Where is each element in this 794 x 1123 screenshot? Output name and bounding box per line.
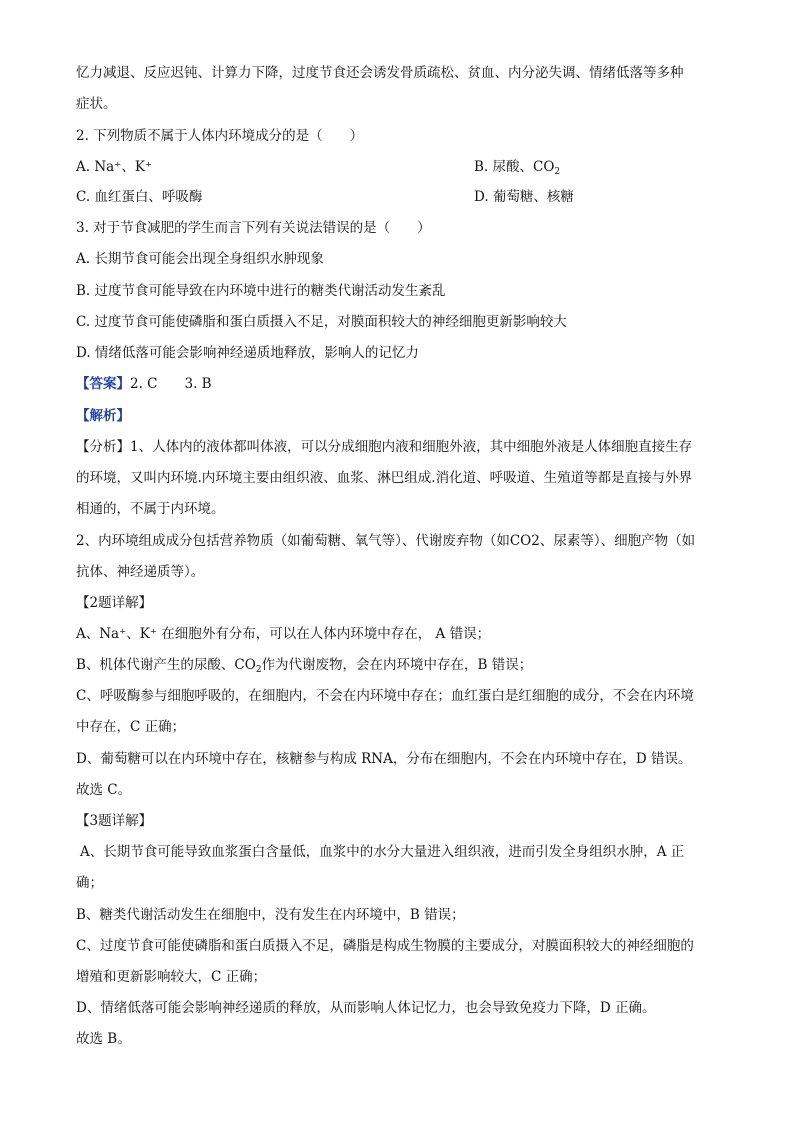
question-3-option-b: B. 过度节食可能导致在内环境中进行的糖类代谢活动发生紊乱 [76, 283, 446, 299]
answer-label: 【答案】 [76, 376, 130, 392]
question-2-option-d: D. 葡萄糖、核糖 [474, 189, 574, 205]
detail-2-a: A、Na⁺、K⁺ 在细胞外有分布，可以在人体内环境中存在， A 错误； [76, 626, 491, 642]
question-2-option-c: C. 血红蛋白、呼吸酶 [76, 189, 203, 205]
intro-line-1: 忆力减退、反应迟钝、计算力下降，过度节食还会诱发骨质疏松、贫血、内分泌失调、情绪低落等多种 [76, 65, 684, 81]
answer-text: 2. C 3. B [130, 376, 212, 392]
detail-3-a-line-1: A、长期节食可能导致血浆蛋白含量低，血浆中的水分大量进入组织液，进而引发全身组织水肿，A 正 [80, 844, 685, 860]
question-2-option-b: B. 尿酸、$CO_2$ [474, 159, 561, 177]
detail-3-title: 【3题详解】 [76, 813, 153, 829]
detail-3-d: D、情绪低落可能会影响神经递质的释放，从而影响人体记忆力，也会导致免疫力下降，D 正确。 [76, 1000, 656, 1016]
analysis-p1-line-3: 相通的，不属于内环境。 [76, 501, 225, 517]
detail-3-b: B、糖类代谢活动发生在细胞中，没有发生在内环境中，B 错误； [76, 907, 465, 923]
detail-2-c-line-2: 中存在，C 正确； [76, 719, 186, 735]
detail-3-conclusion: 故选 B。 [76, 1031, 131, 1047]
detail-3-c-line-2: 增殖和更新影响较大，C 正确； [76, 969, 267, 985]
question-2-stem: 2. 下列物质不属于人体内环境成分的是（ ） [76, 128, 364, 144]
question-3-option-c: C. 过度节食可能使磷脂和蛋白质摄入不足，对膜面积较大的神经细胞更新影响较大 [76, 314, 567, 330]
detail-2-conclusion: 故选 C。 [76, 782, 132, 798]
detail-2-title: 【2题详解】 [76, 595, 153, 611]
intro-line-2: 症状。 [76, 96, 117, 112]
question-3-option-d: D. 情绪低落可能会影响神经递质地释放，影响人的记忆力 [76, 345, 419, 361]
question-2-option-a: A. Na⁺、K⁺ [76, 159, 153, 175]
analysis-sub-label: 【分析】 [76, 439, 130, 455]
detail-2-d: D、葡萄糖可以在内环境中存在，核糖参与构成 RNA，分布在细胞内，不会在内环境中存在，D 错误。 [76, 751, 692, 767]
detail-3-a-line-2: 确； [76, 875, 103, 891]
detail-3-c-line-1: C、过度节食可能使磷脂和蛋白质摄入不足，磷脂是构成生物膜的主要成分，对膜面积较大的神经细胞的 [76, 938, 694, 954]
analysis-p1-line-2: 的环境，又叫内环境.内环境主要由组织液、血浆、淋巴组成.消化道、呼吸道、生殖道等都是直接与外界 [76, 470, 693, 486]
detail-2-c-line-1: C、呼吸酶参与细胞呼吸的，在细胞内，不会在内环境中存在；血红蛋白是红细胞的成分，不会在内环境 [76, 688, 694, 704]
question-2-options-row-1 [76, 157, 724, 177]
analysis-label: 【解析】 [76, 408, 130, 424]
detail-2-b: B、机体代谢产生的尿酸、$CO_2$作为代谢废物，会在内环境中存在，B 错误； [76, 657, 533, 675]
analysis-p2-line-2: 抗体、神经递质等）。 [76, 564, 205, 580]
question-3-stem: 3. 对于节食减肥的学生而言下列有关说法错误的是（ ） [76, 220, 431, 236]
analysis-p2-line-1: 2、内环境组成成分包括营养物质（如葡萄糖、氧气等）、代谢废弃物（如CO2、尿素等）、细胞产物（如 [76, 533, 696, 549]
question-2-options-row-2 [76, 187, 724, 207]
answer-line [76, 374, 724, 394]
question-3-option-a: A. 长期节食可能会出现全身组织水肿现象 [76, 251, 324, 267]
analysis-p1-line-1: 【分析】1、人体内的液体都叫体液，可以分成细胞内液和细胞外液，其中细胞外液是人体细胞直接生存 [76, 439, 693, 455]
